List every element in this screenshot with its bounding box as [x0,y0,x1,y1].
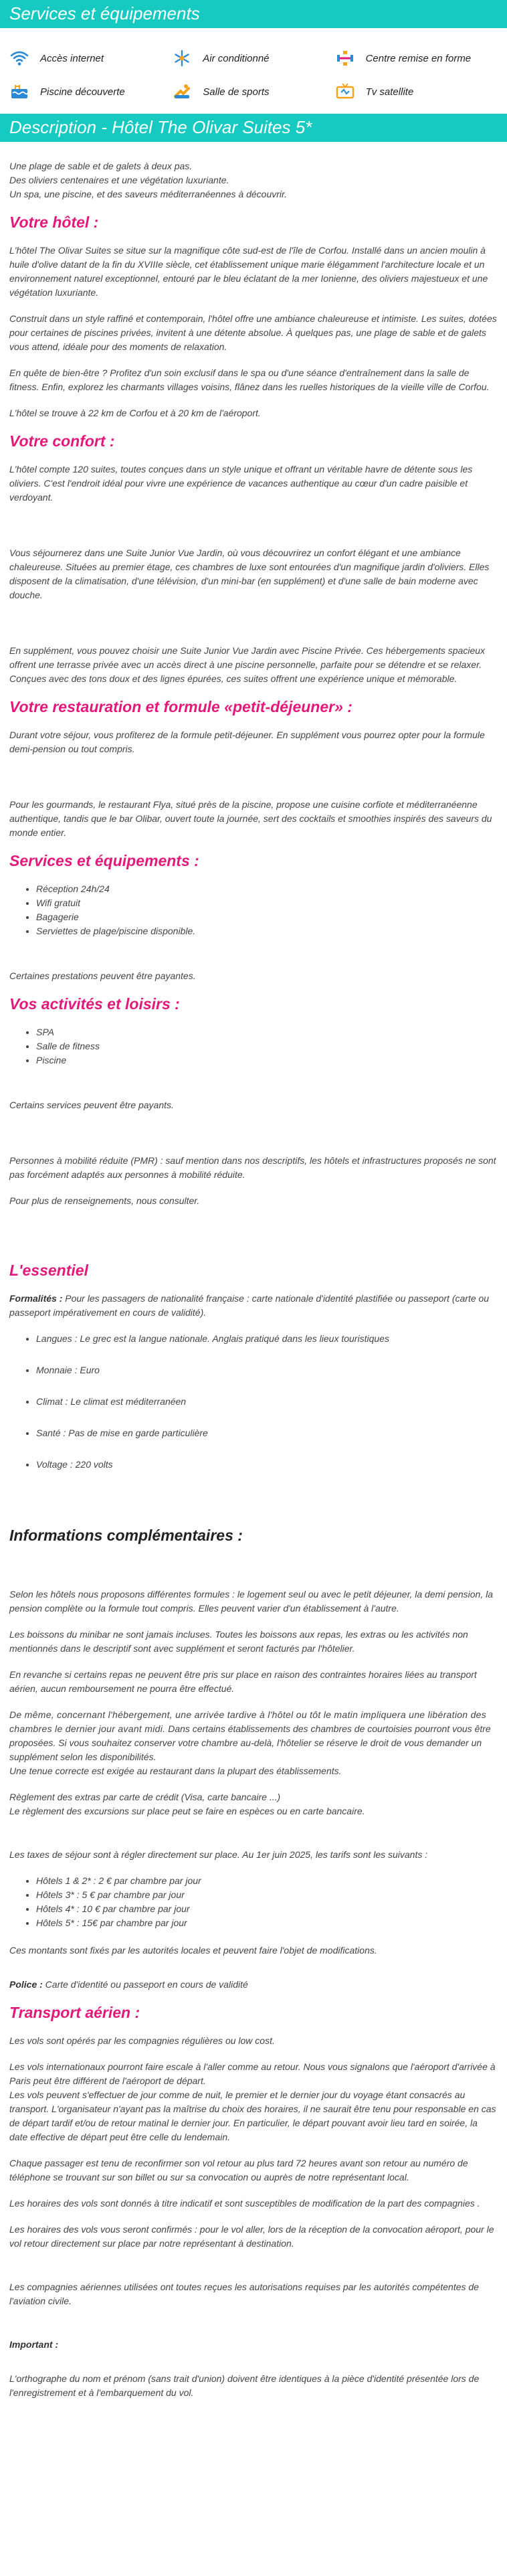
heading-restauration: Votre restauration et formule «petit-déjeuner» : [9,698,352,715]
amenity-fitness [335,41,498,75]
list-item: • Monnaie : Euro [36,1363,498,1377]
amenity-label: Air conditionné [203,52,270,64]
amenity-label: Salle de sports [203,86,270,98]
paragraph: Chaque passager est tenu de reconfirmer son vol retour au plus tard 72 heures avant son retour au numéro de téléphone se trouvant sur son billet ou sur sa convocation ou auprès de notre représentant local. [9,2158,468,2182]
list-item: • SPA [36,1025,498,1039]
list-item: • Hôtels 5* : 15€ par chambre par jour [36,1916,498,1930]
paragraph: Les boissons du minibar ne sont jamais incluses. Toutes les boissons aux repas, les extras ou les activités non mentionnés dans le descriptif sont avec supplément et seront facturés par l'hôtelier. [9,1629,468,1654]
tv-icon [335,82,355,101]
paragraph: Règlement des extras par carte de crédit (Visa, carte bancaire ...) Le règlement des excursions sur place peut se faire en espèces ou en carte bancaire. [9,1792,365,1816]
paragraph: L'hôtel The Olivar Suites se situe sur la magnifique côte sud-est de l'île de Corfou. Installé dans un ancien moulin à huile d'olive datant de la fin du XVIIIe siècle, cet établissement unique marie élégamment l'architecture locale et un environnement naturel exceptionnel, entouré par le bleu éclatant de la mer Ionienne, des oliviers majestueux et une végétation luxuriante. [9,245,488,298]
list-item: • Bagagerie [36,910,498,924]
paragraph: L'orthographe du nom et prénom (sans trait d'union) doivent être identiques à la pièce d'identité présentée lors de l'enregistrement et à l'embarquement du vol. [9,2373,480,2398]
list-item: • Climat : Le climat est méditerranéen [36,1395,498,1409]
amenity-gym [172,75,334,108]
services-title: Services et équipements [0,0,507,28]
important-label: Important : [9,2339,59,2350]
paragraph: L'hôtel se trouve à 22 km de Corfou et à 20 km de l'aéroport. [9,408,261,418]
amenity-label: Centre remise en forme [365,52,472,64]
amenity-label: Accès internet [40,52,104,64]
heading-votre-confort: Votre confort : [9,432,115,450]
list-item: • Réception 24h/24 [36,882,498,896]
paragraph: Les compagnies aériennes utilisées ont toutes reçues les autorisations requises par les autorités compétentes de l'aviation civile. [9,2282,479,2306]
paragraph: Pour les gourmands, le restaurant Flya, situé près de la piscine, propose une cuisine corfiote et méditerranéenne authentique, tandis que le bar Olibar, ouvert toute la journée, sert des cocktails et smoothies inspirés des saveurs du monde entier. [9,799,492,838]
description-title: Description - Hôtel The Olivar Suites 5* [0,114,507,142]
list-item: • Langues : Le grec est la langue nationale. Anglais pratiqué dans les lieux touristiques [36,1332,498,1346]
essentiel-list [9,1332,498,1472]
paragraph: Certaines prestations peuvent être payantes. [9,970,196,981]
paragraph: Selon les hôtels nous proposons différentes formules : le logement seul ou avec le petit déjeuner, la demi pension, la pension complète ou la formule tout compris. Elles peuvent varier d'un établissement à l'autre. [9,1589,493,1614]
list-item: • Voltage : 220 volts [36,1458,498,1472]
services-list [9,882,498,938]
paragraph: Les vols sont opérés par les compagnies régulières ou low cost. [9,2035,275,2046]
amenity-internet [9,41,172,75]
list-item: • Wifi gratuit [36,896,498,910]
wifi-icon [9,49,29,68]
gym-icon [172,82,192,101]
amenity-pool [9,75,172,108]
list-item: • Hôtels 1 & 2* : 2 € par chambre par jour [36,1874,498,1888]
pool-icon [9,82,29,101]
intro-text: Une plage de sable et de galets à deux pas. Des oliviers centenaires et une végétation luxuriante. Un spa, une piscine, et des saveurs méditerranéennes à découvrir. [9,161,288,199]
paragraph: Durant votre séjour, vous profiterez de la formule petit-déjeuner. En supplément vous pourrez opter pour la formule demi-pension ou tout compris. [9,729,485,754]
formalites-paragraph: Formalités : Pour les passagers de nationalité française : carte nationale d'identité plastifiée ou passeport (carte ou passeport impérativement en cours de validité). [9,1293,490,1318]
activities-list [9,1025,498,1067]
snowflake-icon [172,49,192,68]
police-paragraph: Police : Carte d'identité ou passeport en cours de validité [9,1979,248,1990]
amenities-grid [9,28,498,114]
paragraph: Certains services peuvent être payants. [9,1100,174,1110]
list-item: • Piscine [36,1053,498,1067]
paragraph: Vous séjournerez dans une Suite Junior Vue Jardin, où vous découvrirez un confort élégant et une ambiance chaleureuse. Situées au premier étage, ces chambres de luxe sont entourées d'un magnifique jardin d'oliviers. Elles disposent de la climatisation, d'une télévision, d'un mini-bar (en supplément) et d'une salle de bain moderne avec douche. [9,547,490,600]
amenity-label: Tv satellite [365,86,414,98]
list-item: • Hôtels 3* : 5 € par chambre par jour [36,1888,498,1902]
list-item: • Serviettes de plage/piscine disponible. [36,924,498,938]
heading-activites: Vos activités et loisirs : [9,995,180,1013]
dumbbell-icon [335,49,355,68]
heading-infos: Informations complémentaires : [9,1527,243,1544]
amenity-label: Piscine découverte [40,86,125,98]
paragraph: Personnes à mobilité réduite (PMR) : sauf mention dans nos descriptifs, les hôtels et infrastructures proposés ne sont pas forcément adaptés aux personnes à mobilité réduite. [9,1155,496,1180]
list-item: • Santé : Pas de mise en garde particulière [36,1426,498,1440]
heading-services-equipements: Services et équipements : [9,852,199,869]
paragraph: Les vols internationaux pourront faire escale à l'aller comme au retour. Nous vous signalons que l'aéroport d'arrivée à Paris peut être différent de l'aéroport de départ. Les vols peuvent s'effectuer de jour comme de nuit, le premier et le dernier jour du voyage étant consacrés au transport. L'organisateur n'ayant pas la maîtrise du choix des horaires, il ne saurait être tenu pour responsable en cas de départ tardif et/ou de retour matinal le dernier jour. En particulier, le départ pouvant avoir lieu tard en soirée, la date effective de départ peut être celle du lendemain. [9,2061,496,2142]
paragraph: En quête de bien-être ? Profitez d'un soin exclusif dans le spa ou d'une séance d'entraînement dans la salle de fitness. Enfin, explorez les charmants villages voisins, flânez dans les ruelles historiques de la vieille ville de Corfou. [9,367,490,392]
amenity-aircon [172,41,334,75]
list-item: • Hôtels 4* : 10 € par chambre par jour [36,1902,498,1916]
paragraph: Les horaires des vols vous seront confirmés : pour le vol aller, lors de la réception de la convocation aéroport, pour le vol retour directement sur place par notre représentant à destination. [9,2224,494,2249]
list-item: • Salle de fitness [36,1039,498,1053]
heading-votre-hotel: Votre hôtel : [9,213,99,231]
paragraph: Ces montants sont fixés par les autorités locales et peuvent faire l'objet de modifications. [9,1945,377,1956]
heading-essentiel: L'essentiel [9,1262,88,1279]
paragraph: Pour plus de renseignements, nous consulter. [9,1195,200,1206]
taxes-list [9,1874,498,1930]
heading-transport: Transport aérien : [9,2004,140,2021]
paragraph: En revanche si certains repas ne peuvent être pris sur place en raison des contraintes horaires liées au transport aérien, aucun remboursement ne pourra être effectué. [9,1669,477,1694]
paragraph: De même, concernant l'hébergement, une arrivée tardive à l'hôtel ou tôt le matin impliquera une libération des chambres le dernier jour avant midi. Dans certains établissements des chambres de courtoisies pourront vous être proposées. Si vous souhaitez conserver votre chambre au-delà, l'hôtelier se réserve le droit de vous demander un supplément selon les disponibilités. Une tenue correcte est exigée au restaurant dans la plupart des établissements. [9,1709,491,1776]
paragraph: En supplément, vous pouvez choisir une Suite Junior Vue Jardin avec Piscine Privée. Ces hébergements spacieux offrent une terrasse privée avec un accès direct à une piscine personnelle, parfaite pour se détendre et se relaxer. Conçues avec des tons doux et des lignes épurées, ces suites offrent une expérience unique et mémorable. [9,645,486,684]
paragraph: Les taxes de séjour sont à régler directement sur place. Au 1er juin 2025, les tarifs sont les suivants : [9,1849,428,1860]
paragraph: L'hôtel compte 120 suites, toutes conçues dans un style unique et offrant un véritable havre de détente sous les oliviers. C'est l'endroit idéal pour vivre une expérience de vacances authentique au cœur d'un cadre paisible et verdoyant. [9,464,473,503]
amenity-tv [335,75,498,108]
paragraph: Les horaires des vols sont donnés à titre indicatif et sont susceptibles de modification de la part des compagnies . [9,2198,480,2209]
paragraph: Construit dans un style raffiné et contemporain, l'hôtel offre une ambiance chaleureuse et intimiste. Les suites, dotées pour certaines de piscines privées, invitent à une détente absolue. À quelques pas, une plage de sable et de galets vous attend, idéale pour des moments de relaxation. [9,313,497,352]
